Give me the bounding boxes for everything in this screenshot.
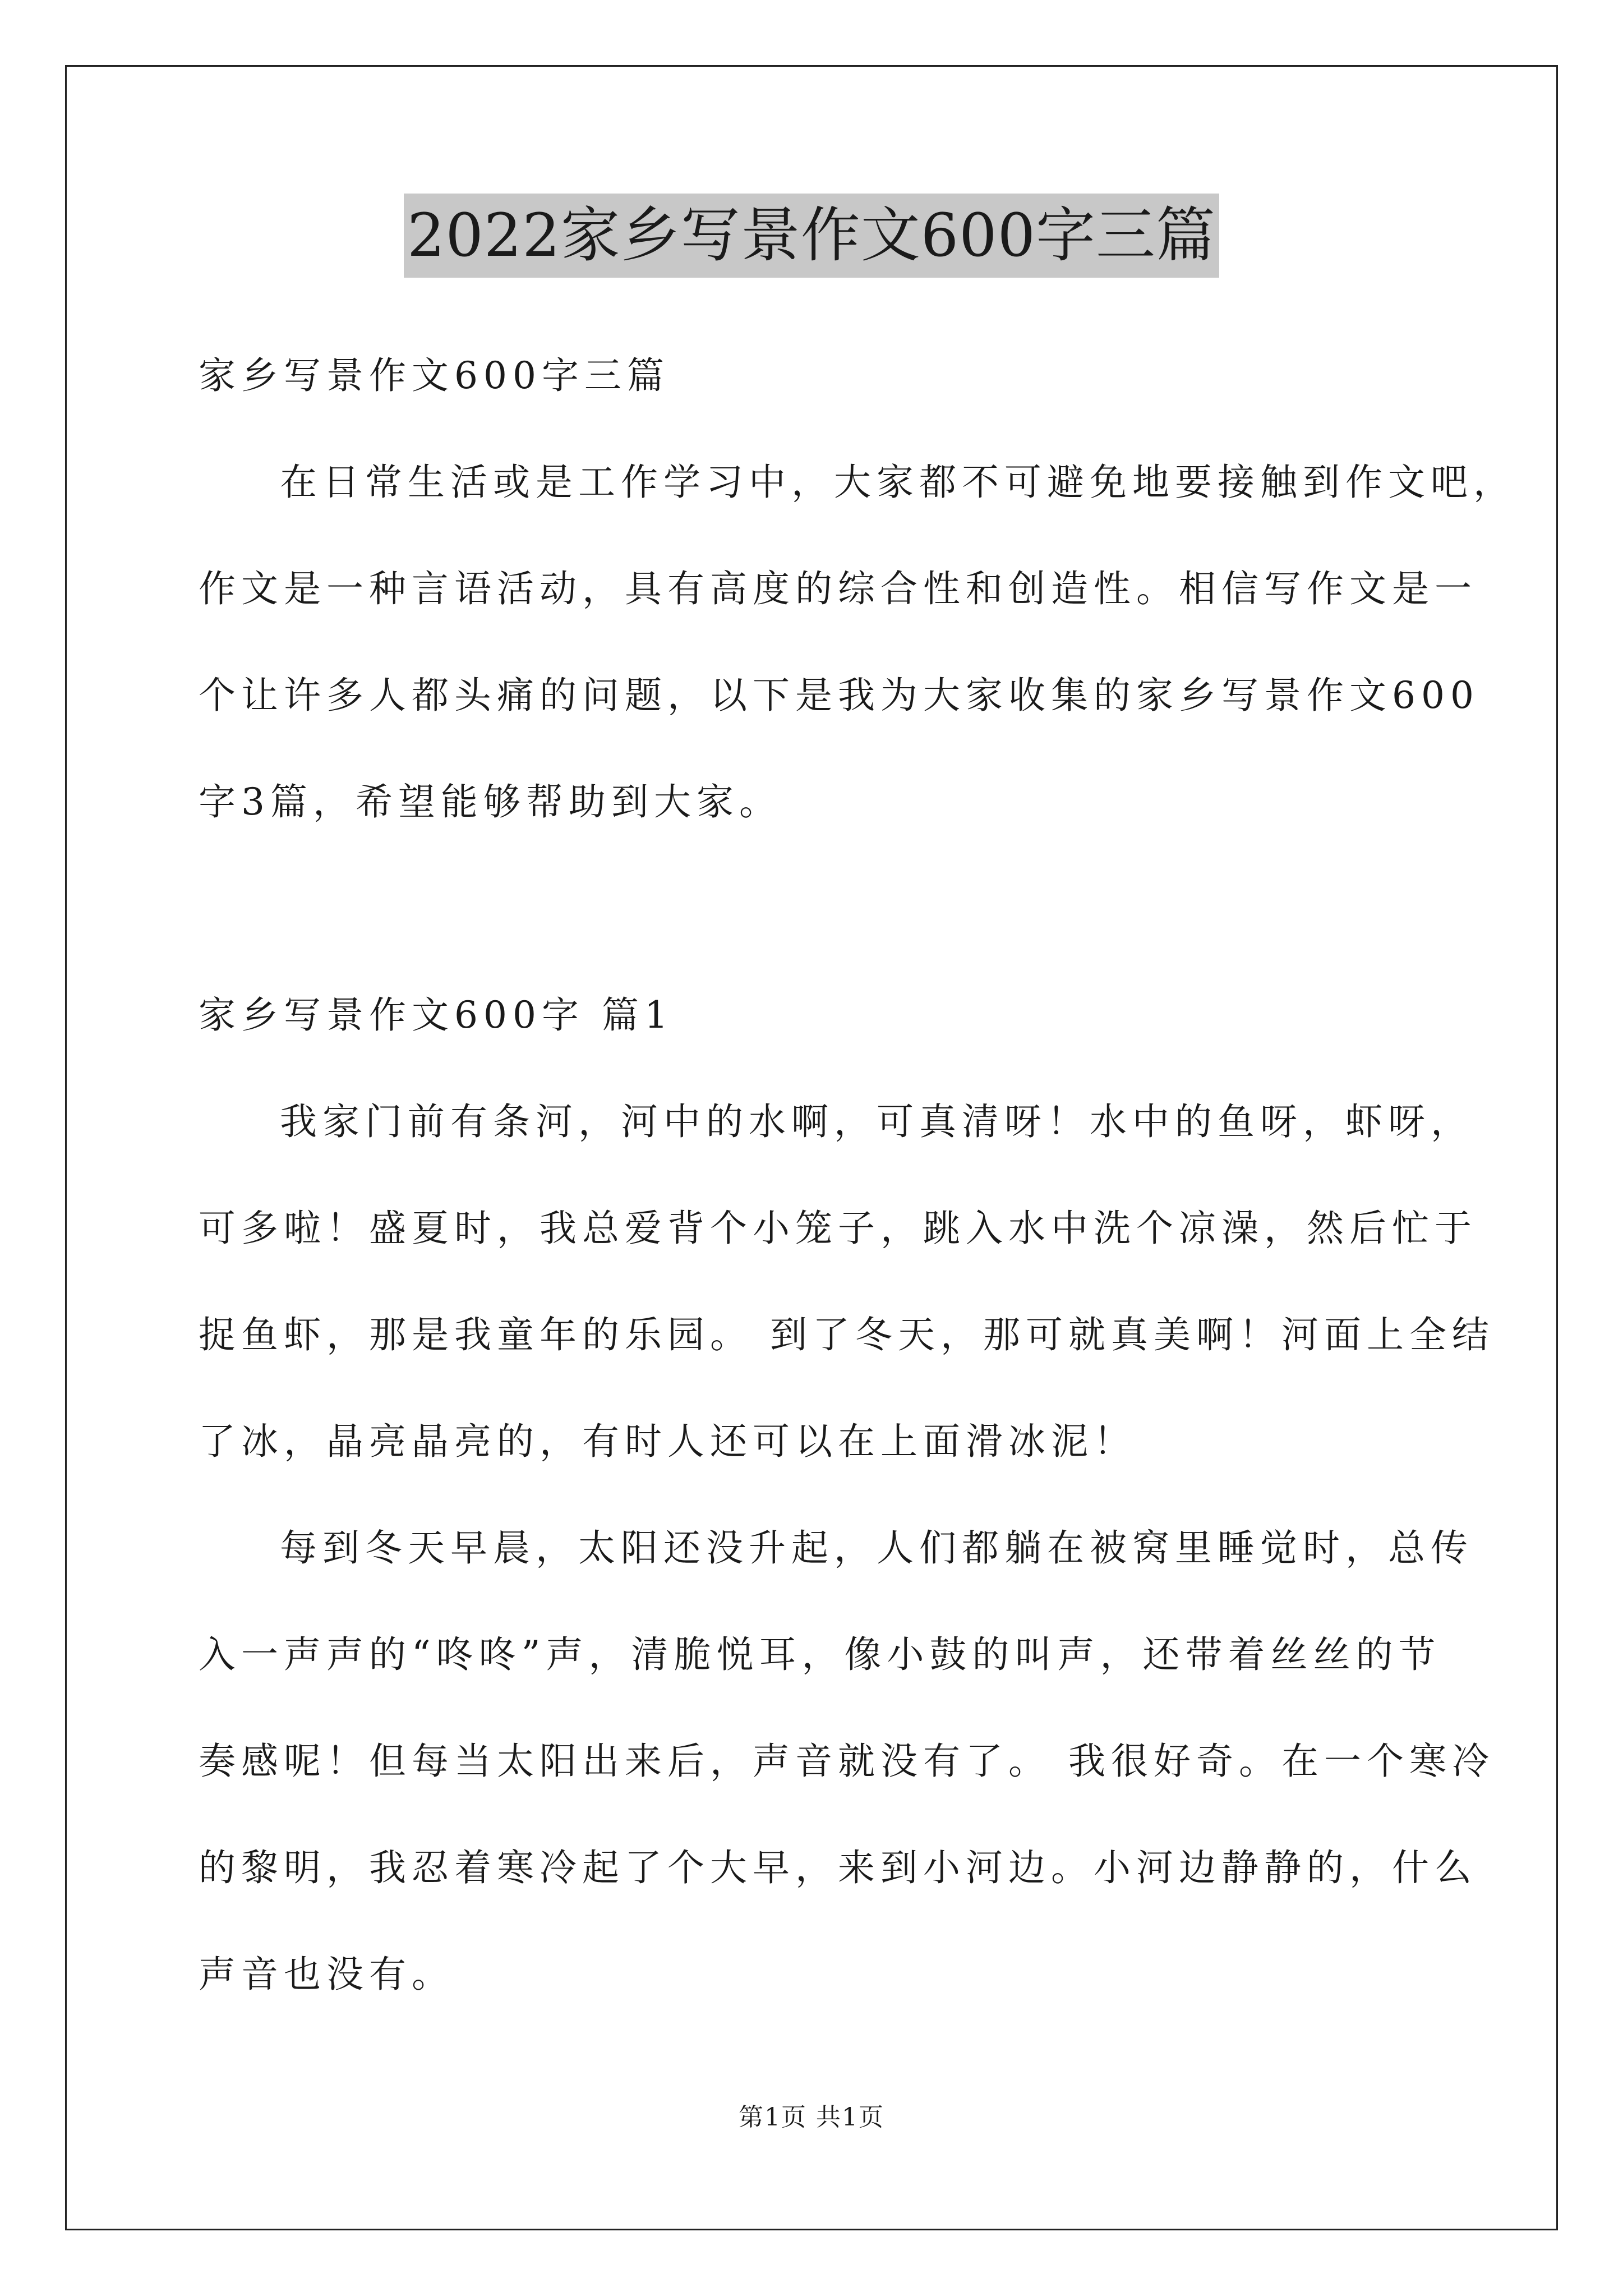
paragraph2-line: 声音也没有。 <box>199 1953 454 1996</box>
page-footer: 第1页 共1页 <box>739 2103 884 2132</box>
paragraph1-line: 捉鱼虾，那是我童年的乐园。 到了冬天，那可就真美啊！河面上全结 <box>199 1313 1495 1356</box>
intro-line: 个让许多人都头痛的问题，以下是我为大家收集的家乡写景作文600 <box>199 674 1479 717</box>
title-container <box>0 194 1623 278</box>
paragraph2-line: 奏感呢！但每当太阳出来后，声音就没有了。 我很好奇。在一个寒冷 <box>199 1740 1495 1783</box>
intro-line: 在日常生活或是工作学习中，大家都不可避免地要接触到作文吧， <box>280 461 1516 504</box>
paragraph1-line: 了冰，晶亮晶亮的，有时人还可以在上面滑冰泥！ <box>199 1420 1136 1463</box>
document-title: 2022家乡写景作文600字三篇 <box>404 194 1219 278</box>
subtitle: 家乡写景作文600字三篇 <box>199 354 670 397</box>
paragraph1-line: 我家门前有条河，河中的水啊，可真清呀！水中的鱼呀，虾呀， <box>280 1100 1473 1143</box>
section-heading: 家乡写景作文600字 篇1 <box>199 993 674 1037</box>
paragraph2-line: 的黎明，我忍着寒冷起了个大早，来到小河边。小河边静静的，什么 <box>199 1846 1477 1889</box>
paragraph2-line: 入一声声的“咚咚”声，清脆悦耳，像小鼓的叫声，还带着丝丝的节 <box>199 1633 1441 1676</box>
intro-line: 作文是一种言语活动，具有高度的综合性和创造性。相信写作文是一 <box>199 567 1477 610</box>
paragraph1-line: 可多啦！盛夏时，我总爱背个小笼子，跳入水中洗个凉澡，然后忙于 <box>199 1207 1477 1250</box>
paragraph2-line: 每到冬天早晨，太阳还没升起，人们都躺在被窝里睡觉时，总传 <box>280 1526 1473 1570</box>
intro-line: 字3篇，希望能够帮助到大家。 <box>199 780 782 823</box>
